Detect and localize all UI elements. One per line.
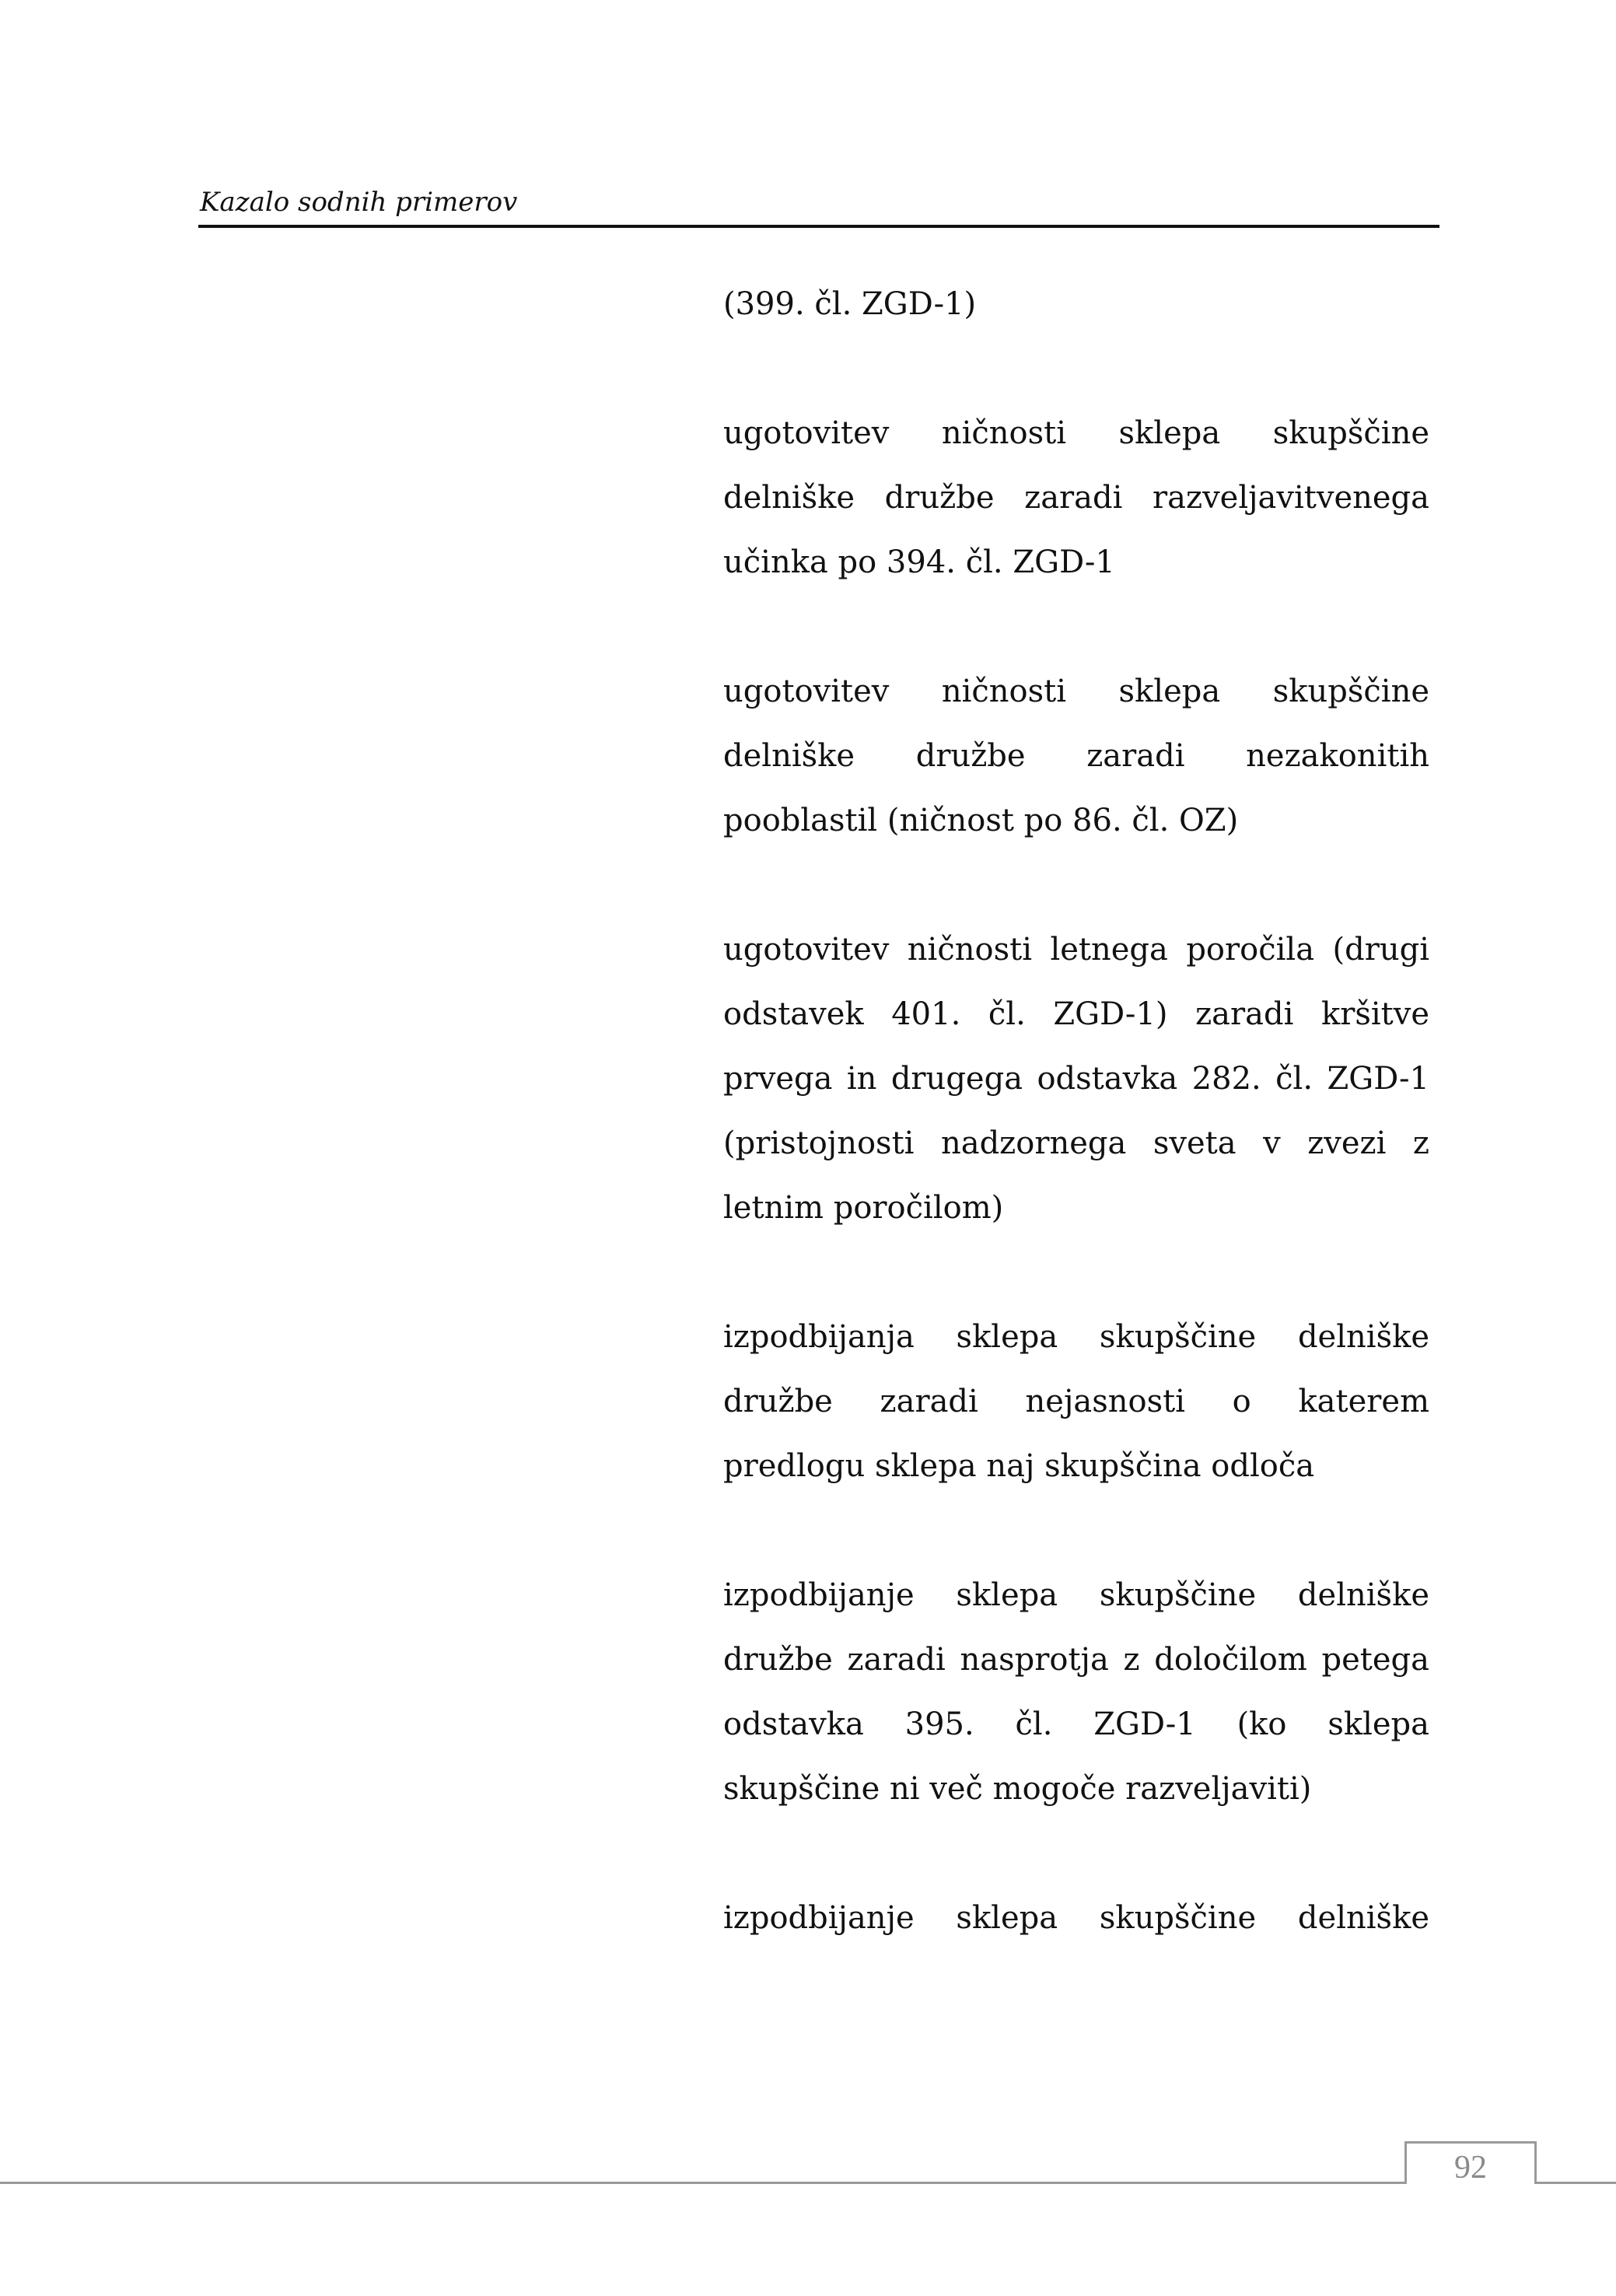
index-entry: ugotovitev ničnosti sklepa skupščine delniške družbe zaradi nezakonitih pooblastil (ničnost po 86. čl. OZ): [723, 674, 1429, 838]
index-entry: izpodbijanje sklepa skupščine delniške družbe zaradi nasprotja z določilom petega odstavka 395. čl. ZGD-1 (ko sklepa skupščine ni več mogoče razveljaviti): [723, 1577, 1429, 1807]
footer-rule-right: [1534, 2182, 1616, 2184]
page-number: 92: [1454, 2150, 1487, 2186]
header-rule: [198, 225, 1439, 228]
footer-rule-left: [0, 2182, 1404, 2184]
index-entry: (399. čl. ZGD-1): [723, 286, 977, 322]
page-number-box: [1404, 2141, 1537, 2184]
index-entry: ugotovitev ničnosti sklepa skupščine delniške družbe zaradi razveljavitvenega učinka po 394. čl. ZGD-1: [723, 415, 1429, 580]
index-entry: izpodbijanje sklepa skupščine delniške: [723, 1900, 1429, 1936]
index-entries: [723, 272, 1429, 2015]
index-entry: ugotovitev ničnosti letnega poročila (drugi odstavek 401. čl. ZGD-1) zaradi kršitve prvega in drugega odstavka 282. čl. ZGD-1 (pristojnosti nadzornega sveta v zvezi z letnim poročilom): [723, 932, 1429, 1226]
index-entry: izpodbijanja sklepa skupščine delniške družbe zaradi nejasnosti o katerem predlogu sklepa naj skupščina odloča: [723, 1319, 1429, 1484]
running-header: Kazalo sodnih primerov: [200, 187, 518, 218]
